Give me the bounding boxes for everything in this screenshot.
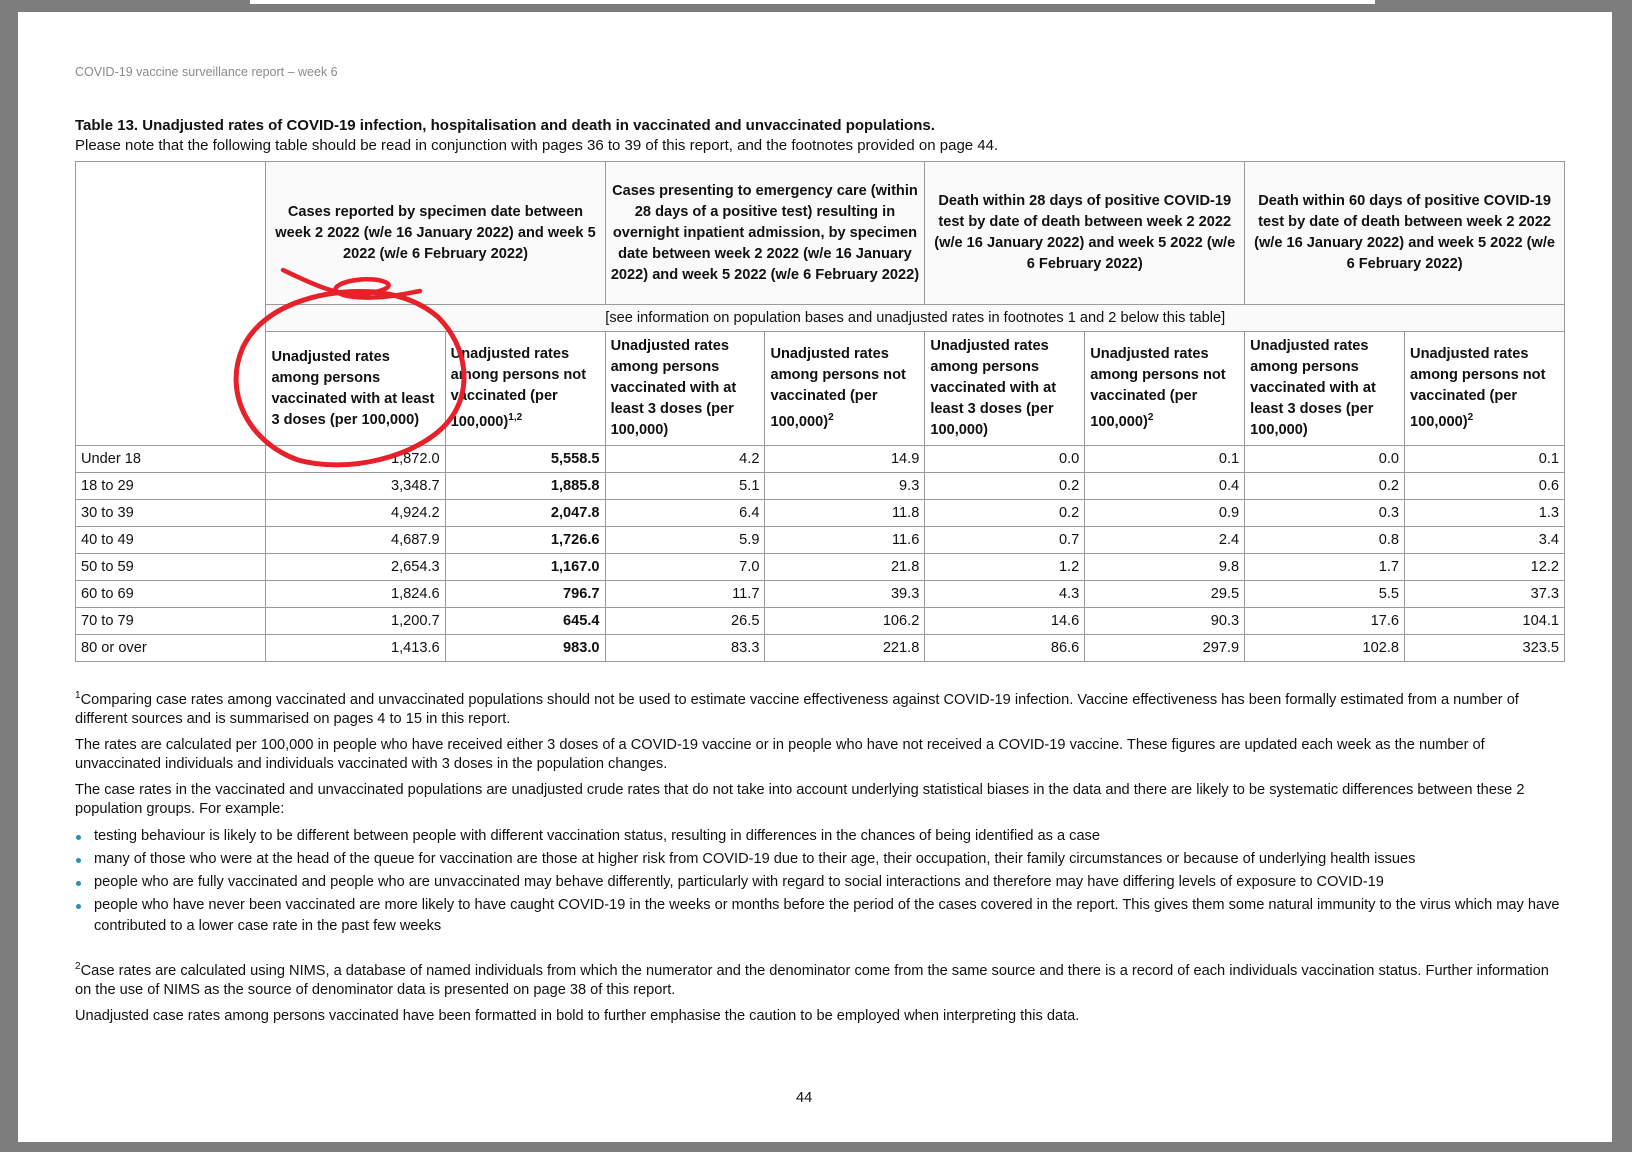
table-row: [76, 581, 1565, 608]
rate-cell: 12.2: [1405, 554, 1565, 581]
footnotes: [75, 686, 1565, 1033]
rate-cell: 5,558.5: [445, 446, 605, 473]
rate-cell: 29.5: [1085, 581, 1245, 608]
list-item: [75, 872, 1565, 893]
rate-cell: 0.0: [925, 446, 1085, 473]
rate-cell: 5.1: [605, 473, 765, 500]
rate-cell: 83.3: [605, 635, 765, 662]
table-title: Table 13. Unadjusted rates of COVID-19 infection, hospitalisation and death in vaccinated and unvaccinated populations.: [75, 117, 935, 134]
crude-rates-paragraph: The case rates in the vaccinated and unvaccinated populations are unadjusted crude rates that do not take into account underlying statistical biases in the data and there are likely to be systematic differences between these 2 population groups. For example:: [75, 781, 1525, 817]
table-caption: [75, 116, 1555, 156]
bold-note: Unadjusted case rates among persons vaccinated have been formatted in bold to further emphasise the caution to be employed when interpreting this data.: [75, 1007, 1080, 1024]
rate-cell: 102.8: [1245, 635, 1405, 662]
footnote-2: $^2$Case rates are calculated using NIMS, a database of named individuals from which the numerator and the denominator come from the same source and there is a record of each individuals vaccination status. Further information on the use of NIMS as the source of denominator data is presented on page 38 of this report.: [75, 960, 1549, 998]
rate-cell: 0.2: [1245, 473, 1405, 500]
age-group-cell: 60 to 69: [76, 581, 266, 608]
bullet-icon: [76, 835, 81, 840]
rate-cell: 1,167.0: [445, 554, 605, 581]
rate-cell: 0.3: [1245, 500, 1405, 527]
rate-cell: 323.5: [1405, 635, 1565, 662]
subheader-unvaccinated-2: Unadjusted rates among persons not vaccinated (per 100,000)$^2$: [765, 332, 925, 446]
rate-cell: 0.9: [1085, 500, 1245, 527]
bias-list: [75, 826, 1565, 937]
rate-cell: 11.8: [765, 500, 925, 527]
footnote-ref: 2: [1147, 412, 1154, 424]
age-group-cell: 18 to 29: [76, 473, 266, 500]
rate-cell: 1,200.7: [266, 608, 445, 635]
viewer-top-bar: [250, 0, 1375, 4]
rate-cell: 86.6: [925, 635, 1085, 662]
group-header-death-60: Death within 60 days of positive COVID-19 test by date of death between week 2 2022 (w/e 16 January 2022) and week 5 2022 (w/e 6 February 2022): [1245, 162, 1565, 305]
rate-cell: 1.7: [1245, 554, 1405, 581]
rate-cell: 104.1: [1405, 608, 1565, 635]
group-header-death-28: Death within 28 days of positive COVID-19 test by date of death between week 2 2022 (w/e 16 January 2022) and week 5 2022 (w/e 6 February 2022): [925, 162, 1245, 305]
rate-cell: 11.7: [605, 581, 765, 608]
rates-table: [75, 161, 1565, 662]
rate-cell: 106.2: [765, 608, 925, 635]
table-row: [76, 635, 1565, 662]
rate-cell: 26.5: [605, 608, 765, 635]
rates-paragraph: The rates are calculated per 100,000 in people who have received either 3 doses of a COVID-19 vaccine or in people who have not received a COVID-19 vaccine. These figures are updated each week as the number of unvaccinated individuals and individuals vaccinated with 3 doses in the population changes.: [75, 736, 1485, 772]
age-group-cell: 40 to 49: [76, 527, 266, 554]
rate-cell: 2,047.8: [445, 500, 605, 527]
subheader-unvaccinated-1: Unadjusted rates among persons not vaccinated (per 100,000)$^{1,2}$: [445, 332, 605, 446]
rate-cell: 221.8: [765, 635, 925, 662]
list-item-text: testing behaviour is likely to be different between people with different vaccination status, resulting in differences in the chances of being identified as a case: [94, 827, 1100, 844]
subheader-unvaccinated-4: Unadjusted rates among persons not vaccinated (per 100,000)$^2$: [1405, 332, 1565, 446]
list-item-text: people who have never been vaccinated are more likely to have caught COVID-19 in the weeks or months before the period of the cases covered in the report. This gives them some natural immunity to the virus which may have contributed to a lower case rate in the past few weeks: [94, 896, 1560, 934]
rate-cell: 9.8: [1085, 554, 1245, 581]
rate-cell: 4.2: [605, 446, 765, 473]
rate-cell: 0.1: [1085, 446, 1245, 473]
age-group-cell: Under 18: [76, 446, 266, 473]
list-item-text: many of those who were at the head of the queue for vaccination are those at higher risk from COVID-19 due to their age, their occupation, their family circumstances or because of underlying health issues: [94, 850, 1416, 867]
rate-cell: 0.8: [1245, 527, 1405, 554]
footnote-ref: 1,2: [508, 412, 523, 424]
list-item: [75, 849, 1565, 870]
table-row: [76, 608, 1565, 635]
rate-cell: 983.0: [445, 635, 605, 662]
subheader-unvaccinated-3: Unadjusted rates among persons not vaccinated (per 100,000)$^2$: [1085, 332, 1245, 446]
rate-cell: 39.3: [765, 581, 925, 608]
rate-cell: 9.3: [765, 473, 925, 500]
rate-cell: 4,924.2: [266, 500, 445, 527]
rate-cell: 0.6: [1405, 473, 1565, 500]
rate-cell: 14.6: [925, 608, 1085, 635]
rate-cell: 1.3: [1405, 500, 1565, 527]
rate-cell: 0.0: [1245, 446, 1405, 473]
rate-cell: 1,872.0: [266, 446, 445, 473]
list-item: [75, 895, 1565, 937]
bullet-icon: [76, 881, 81, 886]
bullet-icon: [76, 858, 81, 863]
rate-cell: 17.6: [1245, 608, 1405, 635]
subheader-vaccinated-2: Unadjusted rates among persons vaccinated with at least 3 doses (per 100,000): [605, 332, 765, 446]
table-row: [76, 500, 1565, 527]
rate-cell: 645.4: [445, 608, 605, 635]
table-row: [76, 473, 1565, 500]
rate-cell: 6.4: [605, 500, 765, 527]
footnote-1: $^1$Comparing case rates among vaccinated and unvaccinated populations should not be used to estimate vaccine effectiveness against COVID-19 infection. Vaccine effectiveness has been formally estimated from a number of different sources and is summarised on pages 4 to 15 in this report.: [75, 690, 1519, 727]
rate-cell: 5.5: [1245, 581, 1405, 608]
population-note: [see information on population bases and unadjusted rates in footnotes 1 and 2 below this table]: [266, 305, 1565, 332]
list-item-text: people who are fully vaccinated and people who are unvaccinated may behave differently, particularly with regard to social interactions and therefore may have differing levels of exposure to COVID-19: [94, 873, 1384, 890]
rate-cell: 0.4: [1085, 473, 1245, 500]
table-row: [76, 446, 1565, 473]
group-header-cases: Cases reported by specimen date between week 2 2022 (w/e 16 January 2022) and week 5 2022 (w/e 6 February 2022): [266, 162, 605, 305]
age-group-cell: 80 or over: [76, 635, 266, 662]
group-header-emergency: Cases presenting to emergency care (within 28 days of a positive test) resulting in overnight inpatient admission, by specimen date between week 2 2022 (w/e 16 January 2022) and week 5 2022 (w/e 6 February 2022): [605, 162, 925, 305]
rate-cell: 1.2: [925, 554, 1085, 581]
document-page: [18, 12, 1612, 1142]
rate-cell: 0.2: [925, 473, 1085, 500]
rate-cell: 1,413.6: [266, 635, 445, 662]
age-group-cell: 70 to 79: [76, 608, 266, 635]
rate-cell: 4,687.9: [266, 527, 445, 554]
age-group-cell: 50 to 59: [76, 554, 266, 581]
subheader-vaccinated-4: Unadjusted rates among persons vaccinated with at least 3 doses (per 100,000): [1245, 332, 1405, 446]
rate-cell: 297.9: [1085, 635, 1245, 662]
bullet-icon: [76, 904, 81, 909]
rate-cell: 21.8: [765, 554, 925, 581]
subheader-vaccinated-3: Unadjusted rates among persons vaccinated with at least 3 doses (per 100,000): [925, 332, 1085, 446]
page-number: 44: [796, 1090, 813, 1106]
footnote-ref: 2: [828, 412, 834, 424]
rate-cell: 1,824.6: [266, 581, 445, 608]
rate-cell: 0.7: [925, 527, 1085, 554]
footnote-ref: 2: [1467, 412, 1474, 424]
rate-cell: 7.0: [605, 554, 765, 581]
table-row: [76, 527, 1565, 554]
table-row: [76, 554, 1565, 581]
rate-cell: 14.9: [765, 446, 925, 473]
table-subtitle: Please note that the following table should be read in conjunction with pages 36 to 39 of this report, and the footnotes provided on page 44.: [75, 137, 999, 154]
rate-cell: 0.2: [925, 500, 1085, 527]
rate-cell: 90.3: [1085, 608, 1245, 635]
list-item: [75, 826, 1565, 847]
age-header-blank: [76, 162, 266, 446]
rate-cell: 37.3: [1405, 581, 1565, 608]
rate-cell: 4.3: [925, 581, 1085, 608]
rate-cell: 11.6: [765, 527, 925, 554]
rate-cell: 5.9: [605, 527, 765, 554]
rate-cell: 2,654.3: [266, 554, 445, 581]
rate-cell: 1,885.8: [445, 473, 605, 500]
rate-cell: 0.1: [1405, 446, 1565, 473]
rate-cell: 3,348.7: [266, 473, 445, 500]
rate-cell: 1,726.6: [445, 527, 605, 554]
rate-cell: 2.4: [1085, 527, 1245, 554]
running-header: COVID-19 vaccine surveillance report – week 6: [75, 65, 338, 79]
rate-cell: 3.4: [1405, 527, 1565, 554]
subheader-vaccinated-1: Unadjusted rates among persons vaccinated with at least 3 doses (per 100,000): [266, 332, 445, 446]
rate-cell: 796.7: [445, 581, 605, 608]
age-group-cell: 30 to 39: [76, 500, 266, 527]
